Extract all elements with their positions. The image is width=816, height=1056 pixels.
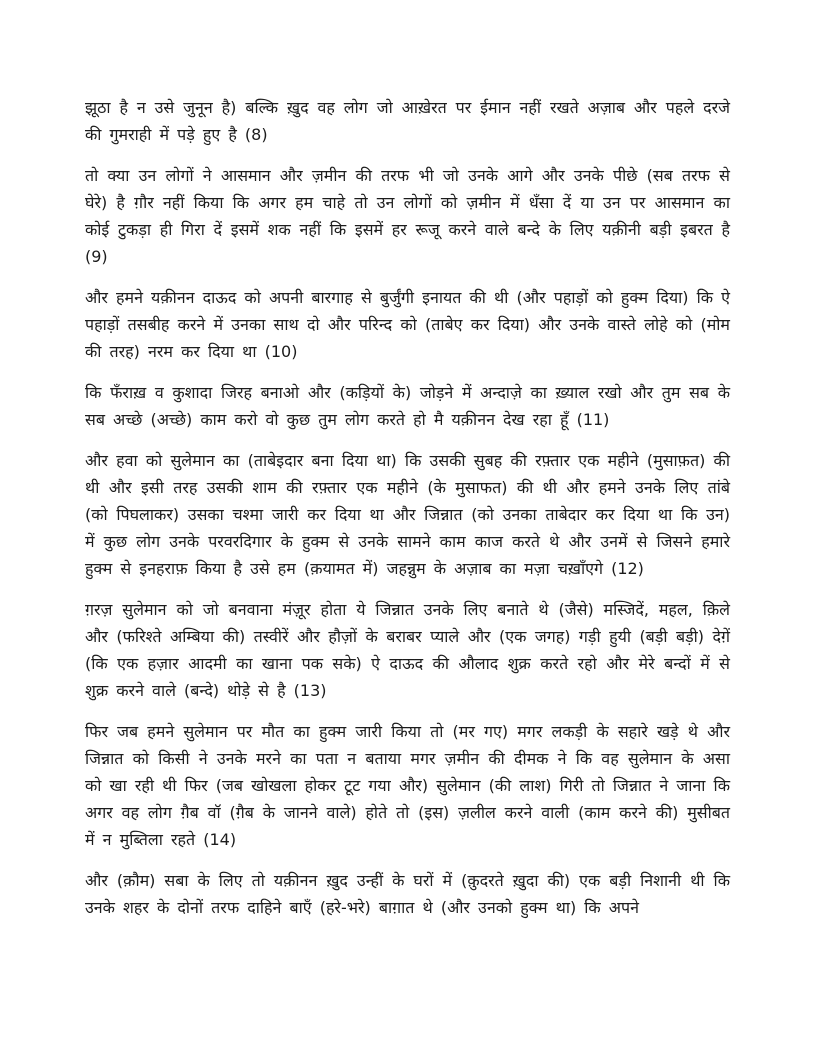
verse-paragraph-8: झूठा है न उसे जुनून है) बल्कि ख़ुद वह लोग जो आख़ेरत पर ईमान नहीं रखते अज़ाब और पहले दरजे की गुमराही में पड़े हुए है (8): [85, 98, 730, 144]
verse-paragraph-14: फिर जब हमने सुलेमान पर मौत का हुक्म जारी किया तो (मर गए) मगर लकड़ी के सहारे खड़े थे और जिन्नात को किसी ने उनके मरने का पता न बताया मगर ज़मीन की दीमक ने कि वह सुलेमान के असा को खा रही थी फिर (जब खोखला होकर टूट गया और) सुलेमान (की लाश) गिरी तो जिन्नात ने जाना कि अगर वह लोग ग़ैब वॉ (ग़ैब के जानने वाले) होते तो (इस) ज़लील करने वाली (काम करने की) मुसीबत में न मुब्तिला रहते (14): [85, 722, 730, 849]
verse-paragraph-11: कि फँराख़ व कुशादा जिरह बनाओ और (कड़ियों के) जोड़ने में अन्दाज़े का ख़्याल रखो और तुम सब के सब अच्छे (अच्छे) काम करो वो कुछ तुम लोग करते हो मै यक़ीनन देख रहा हूँ (11): [85, 383, 730, 429]
verse-paragraph-15-partial: और (क़ौम) सबा के लिए तो यक़ीनन ख़ुद उन्हीं के घरों में (क़ुदरते ख़ुदा की) एक बड़ी निशानी थी कि उनके शहर के दोनों तरफ दाहिने बाएँ (हरे-भरे) बाग़ात थे (और उनको हुक्म था) कि अपने: [85, 871, 730, 917]
verse-paragraph-12: और हवा को सुलेमान का (ताबेइदार बना दिया था) कि उसकी सुबह की रफ़्तार एक महीने (मुसाफ़त) की थी और इसी तरह उसकी शाम की रफ़्तार एक महीने (के मुसाफत) की थी और हमने उनके लिए तांबे (को पिघलाकर) उसका चश्मा जारी कर दिया था और जिन्नात (को उनका ताबेदार कर दिया था कि उन) में कुछ लोग उनके परवरदिगार के हुक्म से उनके सामने काम काज करते थे और उनमें से जिसने हमारे हुक्म से इनहराफ़ किया है उसे हम (क़यामत में) जहन्नुम के अज़ाब का मज़ा चख़ाँएगे (12): [85, 451, 730, 578]
verse-paragraph-13: ग़रज़ सुलेमान को जो बनवाना मंज़ूर होता ये जिन्नात उनके लिए बनाते थे (जैसे) मस्जिदें, महल, क़िले और (फरिश्ते अम्बिया की) तस्वीरें और हौज़ों के बराबर प्याले और (एक जगह) गड़ी हुयी (बड़ी बड़ी) देग़ें (कि एक हज़ार आदमी का खाना पक सके) ऐ दाऊद की औलाद शुक्र करते रहो और मेरे बन्दों में से शुक्र करने वाले (बन्दे) थोड़े से है (13): [85, 600, 730, 700]
verse-paragraph-10: और हमने यक़ीनन दाऊद को अपनी बारगाह से बुर्जुंगी इनायत की थी (और पहाड़ों को हुक्म दिया) कि ऐ पहाड़ों तसबीह करने में उनका साथ दो और परिन्द को (ताबेए कर दिया) और उनके वास्ते लोहे को (मोम की तरह) नरम कर दिया था (10): [85, 288, 730, 361]
verse-paragraph-9: तो क्या उन लोगों ने आसमान और ज़मीन की तरफ भी जो उनके आगे और उनके पीछे (सब तरफ से घेरे) है ग़ौर नहीं किया कि अगर हम चाहे तो उन लोगों को ज़मीन में धँसा दें या उन पर आसमान का कोई टुकड़ा ही गिरा दें इसमें शक नहीं कि इसमें हर रूजू करने वाले बन्दे के लिए यक़ीनी बड़ी इबरत है (9): [85, 166, 730, 266]
